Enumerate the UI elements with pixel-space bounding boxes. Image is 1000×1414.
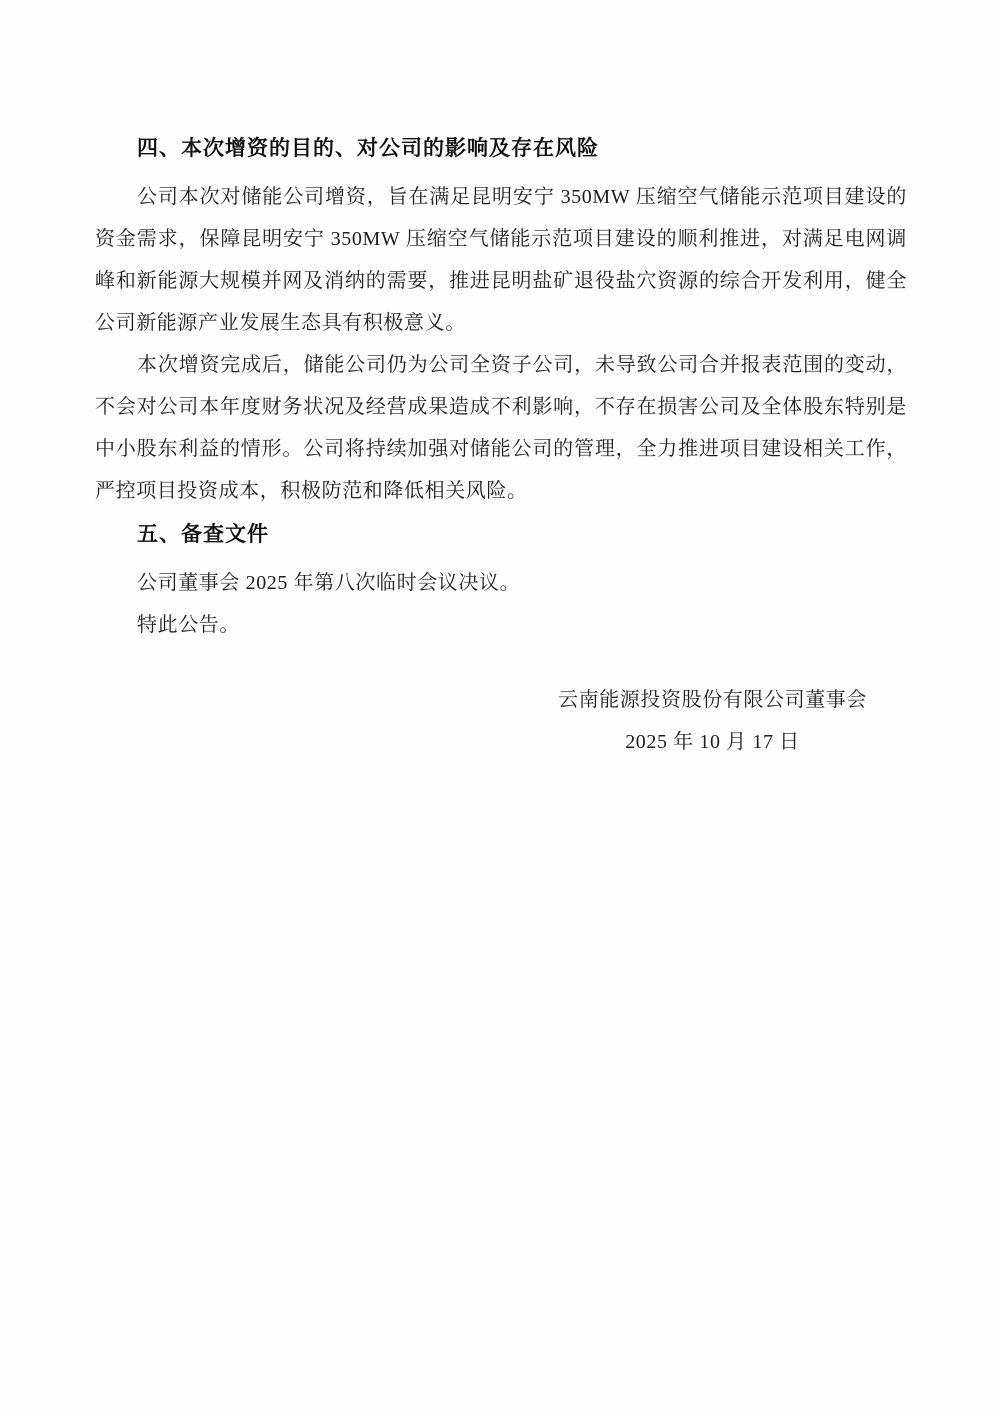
announcement-closing-line: 特此公告。 [137, 614, 240, 636]
section-4-heading: 四、本次增资的目的、对公司的影响及存在风险 [137, 137, 599, 160]
section-5-heading: 五、备查文件 [137, 523, 269, 546]
signature-date: 2025 年 10 月 17 日 [625, 731, 800, 753]
section-4-paragraph-1: 公司本次对储能公司增资，旨在满足昆明安宁 350MW 压缩空气储能示范项目建设的资金需求，保障昆明安宁 350MW 压缩空气储能示范项目建设的顺利推进，对满足电网调峰和新能源大规模并网及消纳的需要，推进昆明盐矿退役盐穴资源的综合开发利用，健全公司新能源产业发展生态具有积极意义。 [95, 186, 907, 334]
signature-block [558, 679, 867, 763]
reference-document-line: 公司董事会 2025 年第八次临时会议决议。 [137, 572, 521, 594]
signature-company: 云南能源投资股份有限公司董事会 [558, 689, 867, 711]
section-4-paragraph-2: 本次增资完成后，储能公司仍为公司全资子公司，未导致公司合并报表范围的变动，不会对公司本年度财务状况及经营成果造成不利影响，不存在损害公司及全体股东特别是中小股东利益的情形。公司将持续加强对储能公司的管理，全力推进项目建设相关工作，严控项目投资成本，积极防范和降低相关风险。 [95, 354, 907, 502]
